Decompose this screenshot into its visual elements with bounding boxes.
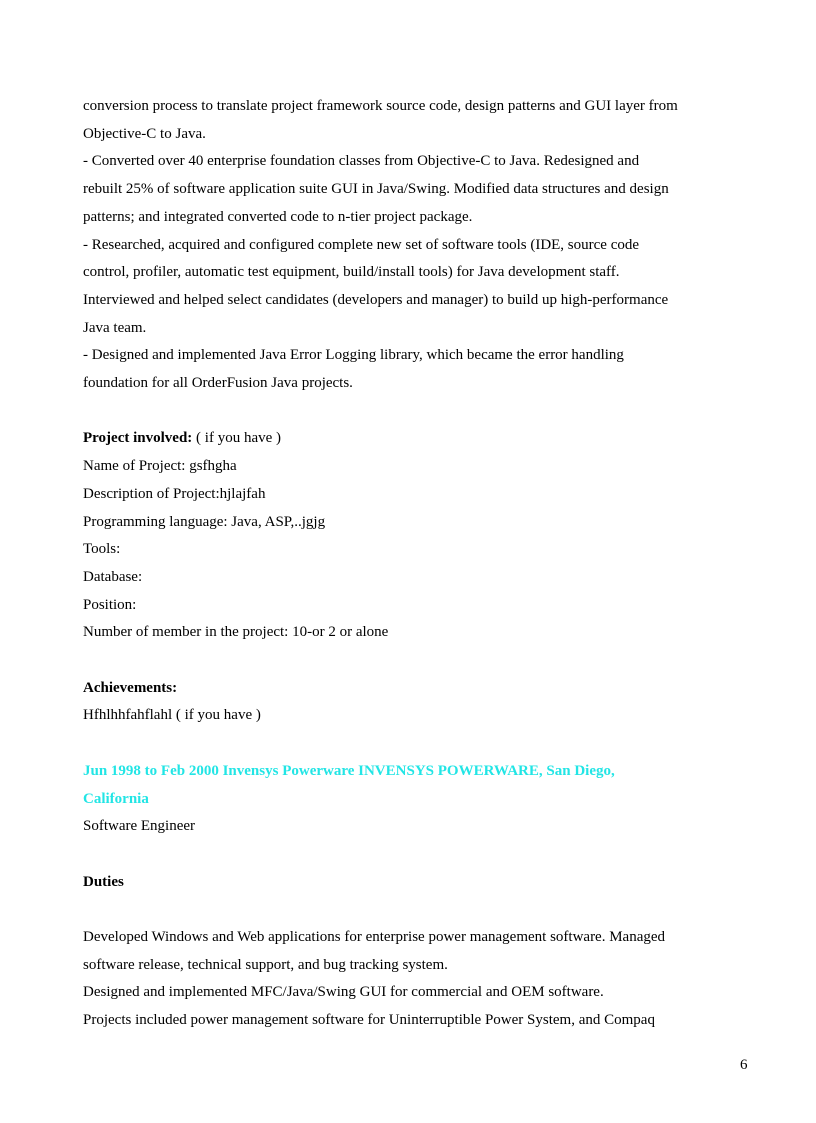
intro-line: Interviewed and helped select candidates (developers and manager) to build up high-performance (83, 291, 669, 308)
intro-line: patterns; and integrated converted code to n-tier project package. (83, 208, 473, 225)
project-tools: Tools: (83, 541, 121, 558)
achievements-text: Hfhlhhfahflahl ( if you have ) (83, 707, 261, 724)
intro-line: rebuilt 25% of software application suite GUI in Java/Swing. Modified data structures and design (83, 181, 669, 198)
spacer (83, 841, 743, 869)
intro-line: Java team. (83, 319, 147, 336)
duties-line: Designed and implemented MFC/Java/Swing GUI for commercial and OEM software. (83, 984, 604, 1001)
project-database: Database: (83, 568, 143, 585)
project-members: Number of member in the project: 10-or 2 or alone (83, 624, 389, 641)
duties-line: Projects included power management software for Uninterruptible Power System, and Compaq (83, 1012, 655, 1029)
spacer (83, 398, 743, 426)
project-name: Name of Project: gsfhgha (83, 458, 237, 475)
intro-line: Objective-C to Java. (83, 125, 206, 142)
intro-section (83, 93, 743, 398)
intro-line: - Designed and implemented Java Error Logging library, which became the error handling (83, 347, 624, 364)
project-heading (83, 425, 743, 453)
intro-line: foundation for all OrderFusion Java projects. (83, 375, 353, 392)
intro-line: control, profiler, automatic test equipment, build/install tools) for Java development staff. (83, 264, 620, 281)
achievements-label: Achievements: (83, 679, 178, 696)
project-position: Position: (83, 596, 137, 613)
job-heading-line: Jun 1998 to Feb 2000 Invensys Powerware INVENSYS POWERWARE, San Diego, (83, 762, 615, 779)
duties-line: software release, technical support, and bug tracking system. (83, 956, 448, 973)
intro-line: - Researched, acquired and configured complete new set of software tools (IDE, source code (83, 236, 640, 253)
spacer (83, 730, 743, 758)
project-label: Project involved: (83, 430, 193, 447)
page-number: 6 (740, 1057, 748, 1073)
project-label-note: ( if you have ) (192, 430, 281, 447)
achievements-section (83, 675, 743, 730)
job-section (83, 758, 743, 1035)
duties-line: Developed Windows and Web applications for enterprise power management software. Managed (83, 929, 666, 946)
job-heading-line: California (83, 790, 149, 807)
project-language: Programming language: Java, ASP,..jgjg (83, 513, 326, 530)
project-section (83, 425, 743, 647)
job-title: Software Engineer (83, 818, 196, 835)
project-description: Description of Project:hjlajfah (83, 485, 266, 502)
document-page (83, 93, 743, 1035)
spacer (83, 896, 743, 924)
intro-line: conversion process to translate project framework source code, design patterns and GUI layer from (83, 98, 678, 114)
spacer (83, 647, 743, 675)
intro-line: - Converted over 40 enterprise foundation classes from Objective-C to Java. Redesigned and (83, 153, 640, 170)
duties-label: Duties (83, 873, 124, 890)
